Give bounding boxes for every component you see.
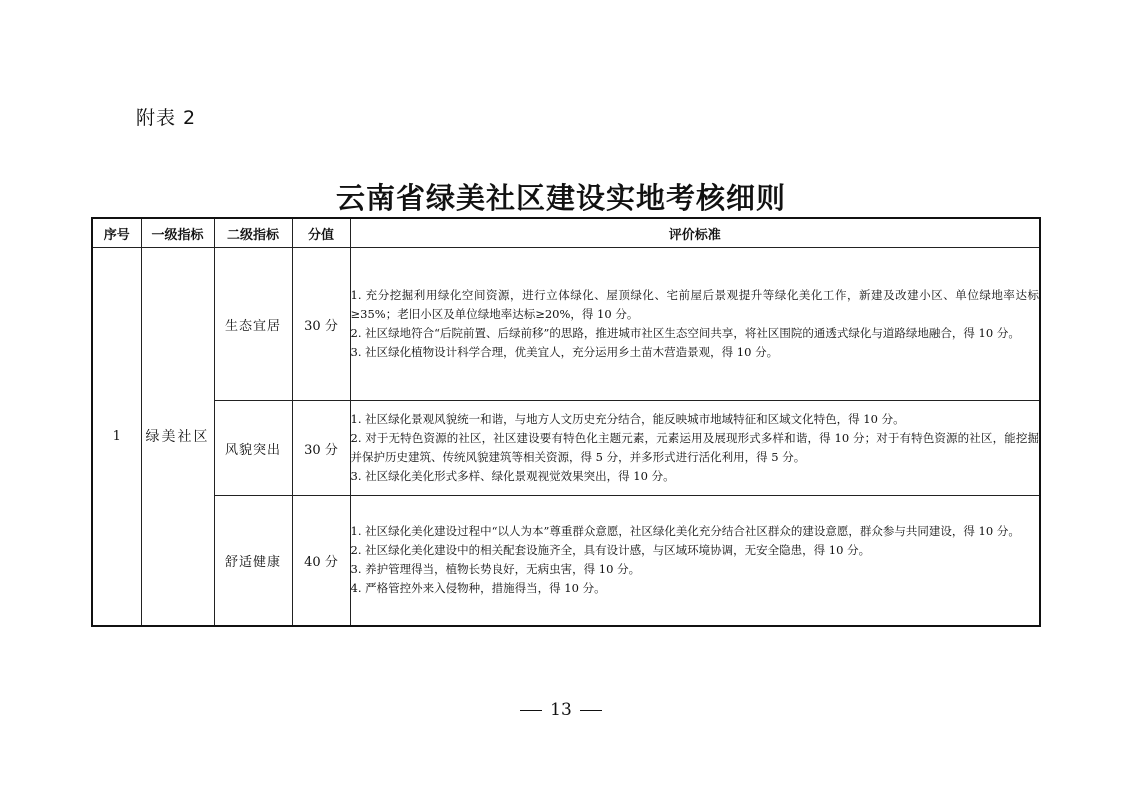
table-row [92,248,1040,401]
criteria-item: 3. 社区绿化植物设计科学合理，优美宜人，充分运用乡土苗木营造景观，得 10 分。 [350,345,779,359]
criteria-item: 3. 社区绿化美化形式多样、绿化景观视觉效果突出，得 10 分。 [350,469,675,483]
level2-indicator: 风貌突出 [214,401,292,496]
criteria-item: 1. 社区绿化景观风貌统一和谐，与地方人文历史充分结合，能反映城市地域特征和区域文化特色，得 10 分。 [350,412,905,426]
page-number-dash-left [520,710,542,711]
level2-indicator: 生态宜居 [214,248,292,401]
criteria-item: 2. 对于无特色资源的社区，社区建设要有特色化主题元素，元素运用及展现形式多样和谐，得 10 分；对于有特色资源的社区，能挖掘并保护历史建筑、传统风貌建筑等相关资源，得 5 分，并多形式进行活化利用，得 5 分。 [350,431,1039,464]
table-row [92,401,1040,496]
header-score: 分值 [292,218,350,248]
criteria-item: 4. 严格管控外来入侵物种，措施得当，得 10 分。 [350,581,606,596]
page-number [0,700,1122,720]
criteria-cell [350,496,1040,626]
criteria-item: 2. 社区绿地符合“后院前置、后绿前移”的思路，推进城市社区生态空间共享，将社区围院的通透式绿化与道路绿地融合，得 10 分。 [350,326,1020,340]
criteria-item: 1. 充分挖掘利用绿化空间资源，进行立体绿化、屋顶绿化、宅前屋后景观提升等绿化美化工作，新建及改建小区、单位绿地率达标≥35%；老旧小区及单位绿地率达标≥20%，得 10 分。 [350,288,1039,321]
table-header-row [92,218,1040,248]
score-value: 30 分 [292,248,350,401]
document-title: 云南省绿美社区建设实地考核细则 [335,181,786,215]
attachment-label: 附表 2 [136,107,197,129]
level2-indicator: 舒适健康 [214,496,292,626]
page-number-value: 13 [550,700,572,720]
criteria-item: 3. 养护管理得当，植物长势良好，无病虫害，得 10 分。 [350,562,641,577]
score-value: 30 分 [292,401,350,496]
criteria-cell [350,248,1040,401]
score-value: 40 分 [292,496,350,626]
table-row [92,496,1040,626]
assessment-criteria-table [91,217,1041,627]
row-index: 1 [92,248,141,626]
header-criteria: 评价标准 [350,218,1040,248]
criteria-item: 1. 社区绿化美化建设过程中“以人为本”尊重群众意愿，社区绿化美化充分结合社区群众的建设意愿，群众参与共同建设，得 10 分。 [350,524,1020,539]
header-index: 序号 [92,218,141,248]
header-level1-indicator: 一级指标 [141,218,214,248]
level1-indicator: 绿美社区 [141,248,214,626]
criteria-cell [350,401,1040,496]
header-level2-indicator: 二级指标 [214,218,292,248]
page-number-dash-right [580,710,602,711]
criteria-item: 2. 社区绿化美化建设中的相关配套设施齐全，具有设计感，与区域环境协调，无安全隐患，得 10 分。 [350,543,871,558]
